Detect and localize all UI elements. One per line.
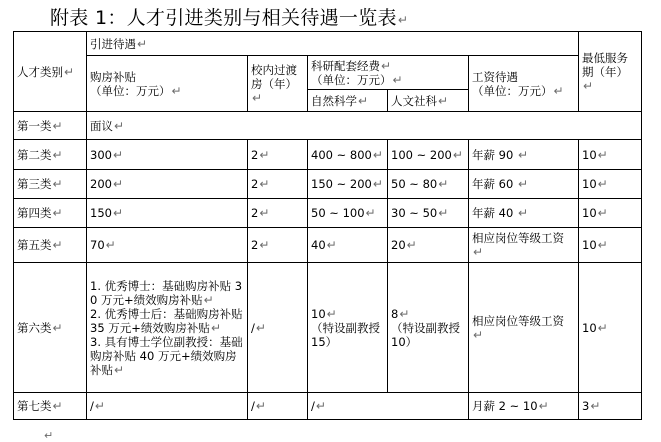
table-row — [14, 170, 642, 199]
natural-science-cell: 10↵ （特设副教授 15） — [308, 263, 388, 393]
page-title: 附表 1：人才引进类别与相关待遇一览表↵ — [50, 7, 409, 29]
housing-cell: 200↵ — [87, 170, 248, 199]
category-cell: 第四类↵ — [14, 199, 87, 228]
service-cell: 10↵ — [579, 199, 642, 228]
table-row — [14, 140, 642, 170]
housing-cell — [87, 263, 248, 393]
research-funding-cell: /↵ — [308, 393, 469, 420]
salary-cell: 相应岗位等级工资↵ — [469, 263, 579, 393]
table-row — [14, 393, 642, 420]
transition-cell: 2↵ — [248, 199, 308, 228]
housing-cell: /↵ — [87, 393, 248, 420]
header-natural-science: 自然科学↵ — [308, 90, 388, 112]
natural-science-cell: 40↵ — [308, 228, 388, 263]
natural-science-cell: 50 ~ 100↵ — [308, 199, 388, 228]
housing-line: 3. 具有博士学位副教授：基础购房补贴 40 万元+绩效购房补贴↵ — [90, 334, 243, 377]
housing-cell: 面议↵ — [87, 112, 642, 140]
transition-cell: 2↵ — [248, 140, 308, 170]
salary-cell: 年薪 90 ↵ — [469, 140, 579, 170]
humanities-cell: 100 ~ 200↵ — [388, 140, 469, 170]
transition-cell: /↵ — [248, 393, 308, 420]
header-benefits-group: 引进待遇↵ — [87, 32, 579, 56]
header-salary: 工资待遇 （单位：万元）↵ — [469, 56, 579, 112]
salary-cell: 相应岗位等级工资↵ — [469, 228, 579, 263]
humanities-cell: 8↵ （特设副教授 10） — [388, 263, 469, 393]
header-humanities-social: 人文社科↵ — [388, 90, 469, 112]
salary-cell: 年薪 40 ↵ — [469, 199, 579, 228]
category-cell: 第五类↵ — [14, 228, 87, 263]
housing-cell: 70↵ — [87, 228, 248, 263]
table-row — [14, 112, 642, 140]
housing-cell: 300↵ — [87, 140, 248, 170]
salary-cell: 年薪 60 ↵ — [469, 170, 579, 199]
service-cell: 10↵ — [579, 228, 642, 263]
transition-cell: /↵ — [248, 263, 308, 393]
category-cell: 第二类↵ — [14, 140, 87, 170]
header-min-service: 最低服务期（年）↵ — [579, 32, 642, 112]
salary-cell: 月薪 2 ~ 10↵ — [469, 393, 579, 420]
service-cell: 10↵ — [579, 263, 642, 393]
service-cell: 3↵ — [579, 393, 642, 420]
humanities-cell: 30 ~ 50↵ — [388, 199, 469, 228]
transition-cell: 2↵ — [248, 228, 308, 263]
category-cell: 第六类↵ — [14, 263, 87, 393]
natural-science-cell: 150 ~ 200↵ — [308, 170, 388, 199]
housing-cell: 150↵ — [87, 199, 248, 228]
service-cell: 10↵ — [579, 170, 642, 199]
housing-line: 2. 优秀博士后：基础购房补贴 35 万元+绩效购房补贴↵ — [90, 306, 243, 335]
natural-science-cell: 400 ~ 800↵ — [308, 140, 388, 170]
table-row — [14, 199, 642, 228]
transition-cell: 2↵ — [248, 170, 308, 199]
header-transition-housing: 校内过渡房（年）↵ — [248, 56, 308, 112]
category-cell: 第一类↵ — [14, 112, 87, 140]
header-research-funding: 科研配套经费↵ （单位：万元）↵ — [308, 56, 469, 90]
humanities-cell: 20↵ — [388, 228, 469, 263]
service-cell: 10↵ — [579, 140, 642, 170]
table-row — [14, 228, 642, 263]
humanities-cell: 50 ~ 80↵ — [388, 170, 469, 199]
header-category: 人才类别↵ — [14, 32, 87, 112]
header-housing-subsidy: 购房补贴 （单位：万元）↵ — [87, 56, 248, 112]
table-row — [14, 263, 642, 393]
category-cell: 第三类↵ — [14, 170, 87, 199]
housing-line: 1. 优秀博士：基础购房补贴 30 万元+绩效购房补贴↵ — [90, 278, 243, 307]
paragraph-mark: ↵ — [44, 429, 54, 442]
category-cell: 第七类↵ — [14, 393, 87, 420]
benefits-table — [13, 31, 642, 420]
